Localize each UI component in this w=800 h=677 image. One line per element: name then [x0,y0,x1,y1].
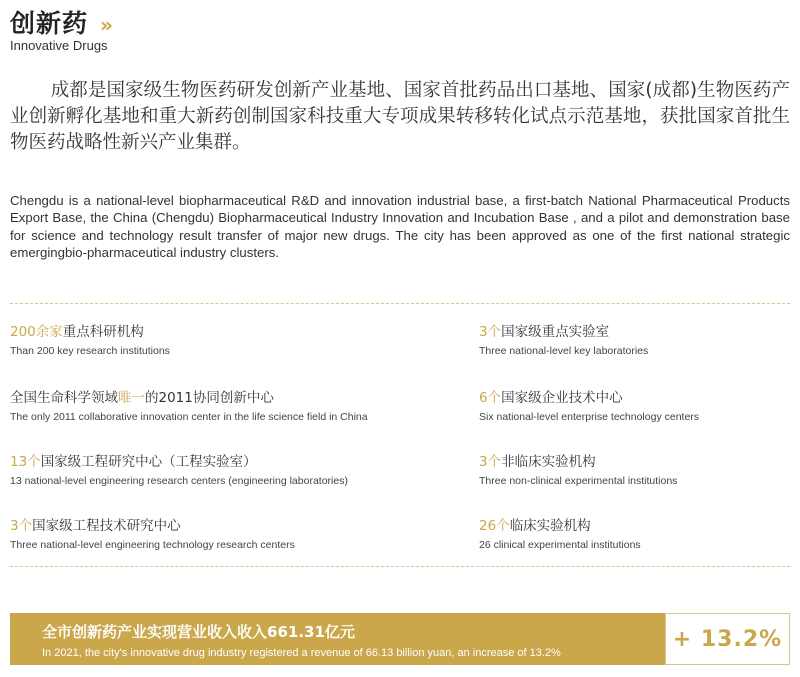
growth-stat-box [665,613,790,665]
fact-text: 国家级重点实验室 [501,324,610,340]
fact-text: 非临床实验机构 [501,454,596,470]
fact-highlight: 6个 [479,390,502,406]
fact-highlight: 200余家 [10,324,63,340]
fact-text: 国家级工程技术研究中心 [32,518,181,534]
fact-title [10,386,368,406]
fact-title [479,386,699,406]
section-header [10,4,113,40]
fact-item [10,386,368,423]
banner-subtitle: In 2021, the city's innovative drug industry registered a revenue of 66.13 billion yuan, an increase of 13.2% [42,647,561,659]
fact-item [479,386,699,423]
fact-description: Three national-level engineering technology research centers [10,539,295,551]
fact-item [10,320,170,357]
fact-text: 重点科研机构 [62,324,144,340]
fact-item [479,320,648,357]
divider-bottom [10,566,790,567]
fact-item [479,450,677,487]
divider-top [10,303,790,304]
fact-highlight: 13个 [10,454,41,470]
banner-text-panel [10,613,665,665]
banner-title: 全市创新药产业实现营业收入收入661.31亿元 [42,623,355,641]
fact-title [479,450,677,470]
fact-description: Six national-level enterprise technology centers [479,411,700,423]
fact-highlight: 3个 [479,454,502,470]
fact-text-post: 的2011协同创新中心 [145,390,274,406]
intro-paragraph-en: Chengdu is a national-level biopharmaceutical R&D and innovation industrial base, a first-batch National Pharmaceutical Products Export Base, the China (Chengdu) Biopharmaceutical Industry Innovation and Incubation Base , and a pilot and demonstration base for science and technology result transfer of major new drugs. The city has been approved as one of the first national strategic emergingbio-pharmaceutical industry clusters. [10,193,790,261]
fact-title [10,450,348,470]
fact-description: Than 200 key research institutions [10,345,170,357]
fact-text: 临床实验机构 [509,518,591,534]
fact-text: 国家级工程研究中心（工程实验室） [40,454,257,470]
fact-item [10,450,348,487]
section-title: 创新药 [10,9,89,38]
fact-description: The only 2011 collaborative innovation center in the life science field in China [10,411,368,423]
fact-item [479,514,641,551]
fact-description: 13 national-level engineering research centers (engineering laboratories) [10,475,348,487]
fact-highlight: 3个 [479,324,502,340]
growth-value: + 13.2% [672,626,783,652]
fact-text: 全国生命科学领域 [10,390,118,406]
intro-paragraph-zh: 成都是国家级生物医药研发创新产业基地、国家首批药品出口基地、国家(成都)生物医药产业创新孵化基地和重大新药创制国家科技重大专项成果转移转化试点示范基地，获批国家首批生物医药战略性新兴产业集群。 [10,80,790,153]
fact-item [10,514,295,551]
fact-highlight: 唯一 [118,390,145,406]
fact-description: Three non-clinical experimental institutions [479,475,678,487]
fact-highlight: 3个 [10,518,33,534]
fact-title [10,514,295,534]
double-chevron-right-icon: » [100,13,113,37]
fact-description: Three national-level key laboratories [479,345,649,357]
section-subtitle: Innovative Drugs [10,38,108,53]
fact-title [10,320,170,340]
revenue-banner [10,613,790,665]
fact-title [479,514,641,534]
fact-highlight: 26个 [479,518,510,534]
fact-title [479,320,648,340]
fact-description: 26 clinical experimental institutions [479,539,641,551]
fact-text: 国家级企业技术中心 [501,390,623,406]
